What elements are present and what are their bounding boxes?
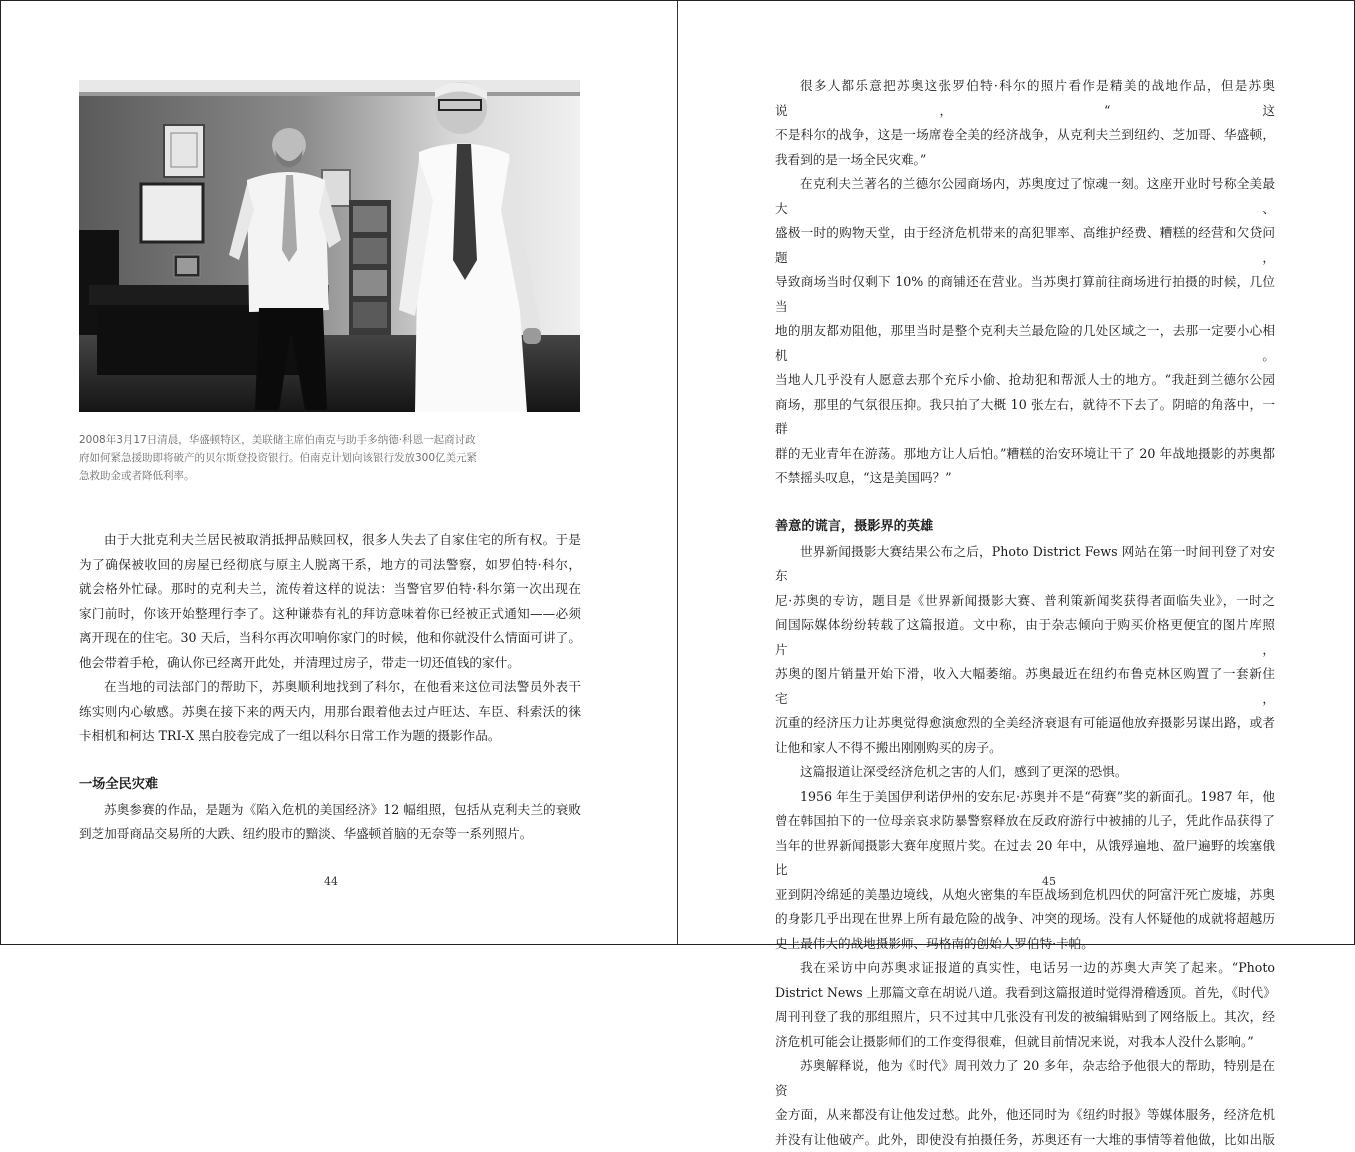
- text-line: 不是科尔的战争，这是一场席卷全美的经济战争，从克利夫兰到纽约、芝加哥、华盛顿，: [775, 123, 1275, 148]
- text-line: 由于大批克利夫兰居民被取消抵押品赎回权，很多人失去了自家住宅的所有权。于是: [79, 528, 581, 553]
- text-line: 史上最伟大的战地摄影师、玛格南的创始人罗伯特·卡帕。: [775, 932, 1275, 957]
- section-heading: 一场全民灾难: [79, 773, 581, 798]
- caption-line: 急救助金或者降低利率。: [79, 467, 519, 485]
- text-line: 在克利夫兰著名的兰德尔公园商场内，苏奥度过了惊魂一刻。这座开业时号称全美最大、: [775, 172, 1275, 221]
- text-line: 商场，那里的气氛很压抑。我只拍了大概 10 张左右，就待不下去了。阴暗的角落中，一群: [775, 393, 1275, 442]
- text-line: 家门前时，你该开始整理行李了。这种谦恭有礼的拜访意味着你已经被正式通知——必须: [79, 602, 581, 627]
- text-line: 群的无业青年在游荡。那地方让人后怕。”糟糕的治安环境让干了 20 年战地摄影的苏奥都: [775, 442, 1275, 467]
- text-line: 让他和家人不得不搬出刚刚购买的房子。: [775, 736, 1275, 761]
- text-line: 他会带着手枪，确认你已经离开此处，并清理过房子，带走一切还值钱的家什。: [79, 651, 581, 676]
- text-line: 当地人几乎没有人愿意去那个充斥小偷、抢劫犯和帮派人士的地方。“我赶到兰德尔公园: [775, 368, 1275, 393]
- section-heading: 善意的谎言，摄影界的英雄: [775, 515, 1275, 540]
- text-line: 到芝加哥商品交易所的大跌、纽约股市的黯淡、华盛顿首脑的无奈等一系列照片。: [79, 822, 581, 847]
- text-line: 就会格外忙碌。那时的克利夫兰，流传着这样的说法：当警官罗伯特·科尔第一次出现在: [79, 577, 581, 602]
- text-line: 并没有让他破产。此外，即使没有拍摄任务，苏奥还有一大堆的事情等着他做，比如出版: [775, 1128, 1275, 1152]
- photo: [79, 80, 580, 412]
- text-line: 导致商场当时仅剩下 10% 的商铺还在营业。当苏奥打算前往商场进行拍摄的时候，几位当: [775, 270, 1275, 319]
- text-line: 的身影几乎出现在世界上所有最危险的战争、冲突的现场。没有人怀疑他的成就将超越历: [775, 907, 1275, 932]
- text-line: District News 上那篇文章在胡说八道。我看到这篇报道时觉得滑稽透顶。首先，《时代》: [775, 981, 1275, 1006]
- text-line: 我看到的是一场全民灾难。”: [775, 148, 1275, 173]
- text-line: 苏奥解释说，他为《时代》周刊效力了 20 多年，杂志给予他很大的帮助，特别是在资: [775, 1054, 1275, 1103]
- text-line: 苏奥的图片销量开始下滑，收入大幅萎缩。苏奥最近在纽约布鲁克林区购置了一套新住宅，: [775, 662, 1275, 711]
- text-line: 金方面，从来都没有让他发过愁。此外，他还同时为《纽约时报》等媒体服务，经济危机: [775, 1103, 1275, 1128]
- left-body-text: [79, 528, 581, 847]
- text-line: 很多人都乐意把苏奥这张罗伯特·科尔的照片看作是精美的战地作品，但是苏奥说，“这: [775, 74, 1275, 123]
- text-line: 1956 年生于美国伊利诺伊州的安东尼·苏奥并不是“荷赛”奖的新面孔。1987 年，他: [775, 785, 1275, 810]
- text-line: 尼·苏奥的专访，题目是《世界新闻摄影大赛、普利策新闻奖获得者面临失业》，一时之: [775, 589, 1275, 614]
- text-line: 盛极一时的购物天堂，由于经济危机带来的高犯罪率、高维护经费、糟糕的经营和欠贷问题，: [775, 221, 1275, 270]
- text-line: 不禁摇头叹息，“这是美国吗？”: [775, 466, 1275, 491]
- text-line: 济危机可能会让摄影师们的工作变得很难，但就目前情况来说，对我本人没什么影响。”: [775, 1030, 1275, 1055]
- text-line: 卡相机和柯达 TRI-X 黑白胶卷完成了一组以科尔日常工作为题的摄影作品。: [79, 724, 581, 749]
- photo-image: [79, 80, 580, 412]
- photo-caption: [79, 431, 519, 485]
- text-line: 曾在韩国拍下的一位母亲哀求防暴警察释放在反政府游行中被捕的儿子，凭此作品获得了: [775, 809, 1275, 834]
- right-body-text: [775, 74, 1275, 1152]
- text-line: 为了确保被收回的房屋已经彻底与原主人脱离干系，地方的司法警察，如罗伯特·科尔，: [79, 553, 581, 578]
- right-page: [678, 1, 1354, 944]
- text-line: 离开现在的住宅。30 天后，当科尔再次叩响你家门的时候，他和你就没什么情面可讲了。: [79, 626, 581, 651]
- caption-line: 2008年3月17日清晨，华盛顿特区，美联储主席伯南克与助手多纳德·科恩一起商讨政: [79, 431, 519, 449]
- text-line: 间国际媒体纷纷转载了这篇报道。文中称，由于杂志倾向于购买价格更便宜的图片库照片，: [775, 613, 1275, 662]
- text-line: 苏奥参赛的作品，是题为《陷入危机的美国经济》12 幅组照，包括从克利夫兰的衰败: [79, 798, 581, 823]
- caption-line: 府如何紧急援助即将破产的贝尔斯登投资银行。伯南克计划向该银行发放300亿美元紧: [79, 449, 519, 467]
- left-page: [1, 1, 677, 944]
- text-line: 当年的世界新闻摄影大赛年度照片奖。在过去 20 年中，从饿殍遍地、盈尸遍野的埃塞俄比: [775, 834, 1275, 883]
- text-line: 在当地的司法部门的帮助下，苏奥顺利地找到了科尔，在他看来这位司法警员外表干: [79, 675, 581, 700]
- page-number: 44: [324, 875, 338, 888]
- text-line: 这篇报道让深受经济危机之害的人们，感到了更深的恐惧。: [775, 760, 1275, 785]
- text-line: 沉重的经济压力让苏奥觉得愈演愈烈的全美经济衰退有可能逼他放弃摄影另谋出路，或者: [775, 711, 1275, 736]
- text-line: 周刊刊登了我的那组照片，只不过其中几张没有刊发的被编辑贴到了网络版上。其次，经: [775, 1005, 1275, 1030]
- text-line: 我在采访中向苏奥求证报道的真实性，电话另一边的苏奥大声笑了起来。“Photo: [775, 956, 1275, 981]
- text-line: 地的朋友都劝阻他，那里当时是整个克利夫兰最危险的几处区域之一，去那一定要小心相机。: [775, 319, 1275, 368]
- text-line: 亚到阴冷绵延的美墨边境线，从炮火密集的车臣战场到危机四伏的阿富汗死亡废墟，苏奥: [775, 883, 1275, 908]
- text-line: 练实则内心敏感。苏奥在接下来的两天内，用那台跟着他去过卢旺达、车臣、科索沃的徕: [79, 700, 581, 725]
- text-line: 世界新闻摄影大赛结果公布之后，Photo District Fews 网站在第一时间刊登了对安东: [775, 540, 1275, 589]
- page-number: 45: [1042, 875, 1056, 888]
